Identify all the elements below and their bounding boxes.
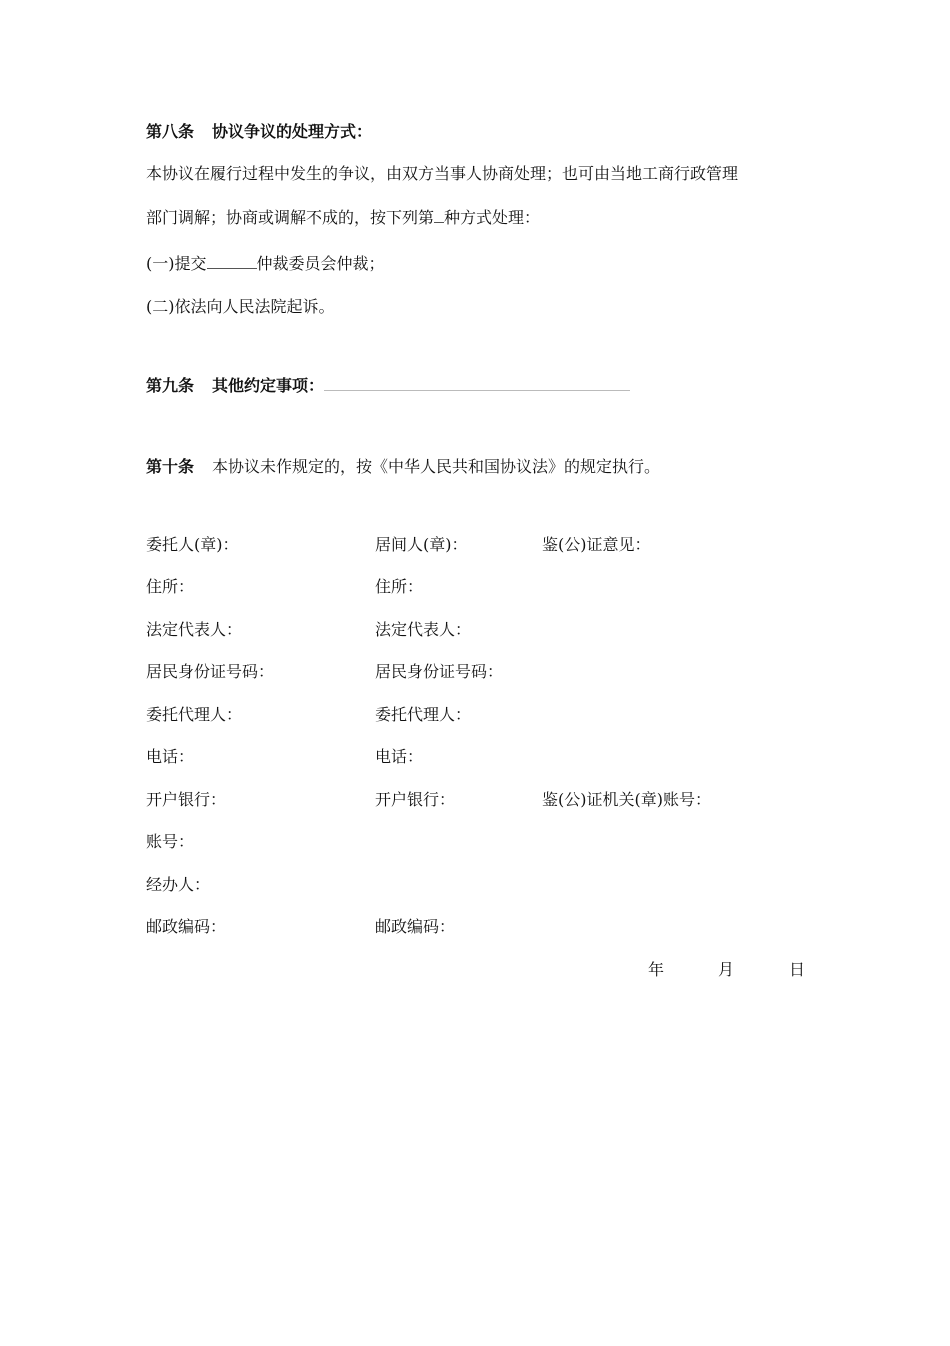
sig-client-seal: 委托人(章)： [146, 535, 239, 554]
article10 [146, 456, 660, 478]
sig-client-account: 账号： [146, 832, 195, 851]
article10-text: 本协议未作规定的，按《中华人民共和国协议法》的规定执行。 [212, 457, 661, 476]
sig-client-handler: 经办人： [146, 875, 211, 894]
sig-broker-address: 住所： [375, 577, 424, 596]
article8-option1 [146, 253, 385, 275]
sig-broker-seal: 居间人(章)： [375, 535, 468, 554]
sig-broker-agent: 委托代理人： [375, 705, 472, 724]
date-day: 日 [789, 960, 806, 979]
article8-paragraph-line1: 本协议在履行过程中发生的争议，由双方当事人协商处理；也可由当地工商行政管理 [146, 164, 739, 183]
date-month: 月 [718, 960, 735, 979]
article8-paragraph-line2 [146, 207, 540, 229]
other-terms-blank [324, 374, 630, 391]
sig-notary-opinion: 鉴(公)证意见： [542, 535, 651, 554]
sig-client-postcode: 邮政编码： [146, 917, 227, 936]
method-number-blank [434, 208, 444, 223]
article9-heading [146, 374, 630, 397]
article8-number: 第八条 [146, 122, 195, 141]
option1-text-b: 仲裁委员会仲裁； [256, 254, 385, 273]
article8-option2: (二)依法向人民法院起诉。 [146, 297, 335, 316]
date-year: 年 [648, 960, 665, 979]
article10-number: 第十条 [146, 457, 195, 476]
sig-client-legal-rep: 法定代表人： [146, 620, 243, 639]
sig-broker-bank: 开户银行： [375, 790, 456, 809]
sig-broker-phone: 电话： [375, 747, 424, 766]
sig-client-id-number: 居民身份证号码： [146, 662, 275, 681]
article8-heading [146, 121, 372, 143]
sig-client-agent: 委托代理人： [146, 705, 243, 724]
arbitration-committee-blank [207, 254, 257, 269]
article9-number: 第九条 [146, 376, 195, 395]
article8-title: 协议争议的处理方式： [212, 122, 373, 141]
sig-broker-postcode: 邮政编码： [375, 917, 456, 936]
sig-client-phone: 电话： [146, 747, 195, 766]
article9-title: 其他约定事项： [212, 376, 325, 395]
sig-client-bank: 开户银行： [146, 790, 227, 809]
sig-broker-id-number: 居民身份证号码： [375, 662, 504, 681]
sig-client-address: 住所： [146, 577, 195, 596]
article8-para2-text-a: 部门调解；协商或调解不成的，按下列第 [146, 208, 435, 227]
article8-para2-text-b: 种方式处理： [444, 208, 541, 227]
option1-text-a: (一)提交 [146, 254, 207, 273]
sig-notary-account: 鉴(公)证机关(章)账号： [542, 790, 711, 809]
sig-broker-legal-rep: 法定代表人： [375, 620, 472, 639]
